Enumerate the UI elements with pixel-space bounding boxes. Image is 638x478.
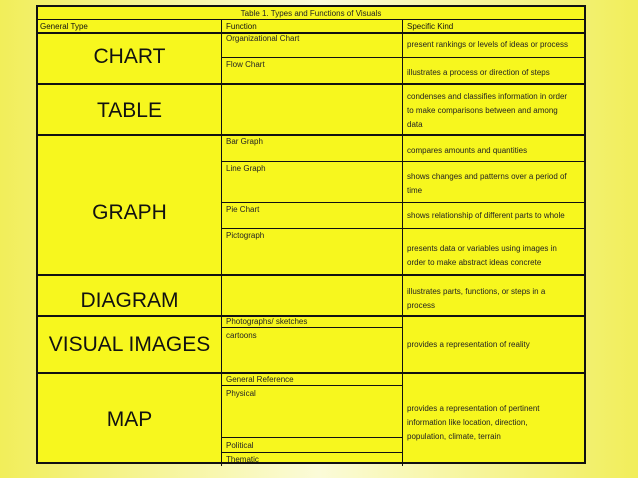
function-organizational-chart: Organizational Chart: [226, 34, 300, 43]
type-diagram: DIAGRAM: [80, 289, 179, 312]
row-divider: [221, 202, 586, 203]
row-divider: [38, 83, 586, 85]
type-map: MAP: [106, 408, 153, 431]
function-general-reference: General Reference: [226, 375, 294, 384]
kind-pictograph-line: presents data or variables using images in: [407, 244, 557, 253]
type-chart: CHART: [93, 45, 166, 68]
column-divider: [221, 20, 222, 466]
row-divider: [38, 274, 586, 276]
kind-line-graph-line: shows changes and patterns over a period of: [407, 172, 567, 181]
kind-table-line: to make comparisons between and among: [407, 106, 558, 115]
function-flow-chart: Flow Chart: [226, 60, 265, 69]
row-divider: [221, 161, 586, 162]
kind-table: [407, 90, 583, 132]
kind-map: [407, 402, 583, 444]
function-political: Political: [226, 441, 254, 450]
function-line-graph: Line Graph: [226, 164, 266, 173]
type-table: TABLE: [97, 99, 162, 122]
kind-map-line: provides a representation of pertinent: [407, 404, 540, 413]
kind-org-chart: present rankings or levels of ideas or process: [407, 40, 568, 49]
row-divider: [221, 437, 402, 438]
row-divider: [38, 315, 586, 317]
kind-map-line: population, climate, terrain: [407, 432, 501, 441]
column-divider: [402, 20, 403, 466]
row-divider: [38, 134, 586, 136]
function-thematic: Thematic: [226, 455, 259, 464]
kind-map-line: information like location, direction,: [407, 418, 528, 427]
function-pictograph: Pictograph: [226, 231, 265, 240]
table-title: Table 1. Types and Functions of Visuals: [240, 9, 382, 18]
kind-line-graph-line: time: [407, 186, 423, 195]
function-photographs: Photographs/ sketches: [226, 317, 308, 326]
kind-table-line: condenses and classifies information in order: [407, 92, 568, 101]
type-graph: GRAPH: [92, 201, 167, 224]
kind-flow-chart: illustrates a process or direction of steps: [407, 68, 550, 77]
kind-pie-chart: shows relationship of different parts to whole: [407, 211, 565, 220]
header-specific-kind: Specific Kind: [407, 22, 454, 31]
kind-diagram-line: process: [407, 301, 436, 310]
header-general-type: General Type: [40, 22, 88, 31]
kind-visual-images: provides a representation of reality: [407, 340, 530, 349]
function-physical: Physical: [226, 389, 256, 398]
row-divider: [221, 228, 586, 229]
kind-table-line: data: [407, 120, 423, 129]
row-divider: [38, 19, 586, 20]
kind-bar-graph: compares amounts and quantities: [407, 146, 528, 155]
visuals-table: [36, 5, 586, 464]
row-divider: [38, 372, 586, 374]
kind-pictograph: [407, 242, 583, 270]
function-bar-graph: Bar Graph: [226, 137, 263, 146]
row-divider: [221, 452, 402, 453]
row-divider: [38, 32, 586, 34]
kind-pictograph-line: order to make abstract ideas concrete: [407, 258, 542, 267]
row-divider: [221, 57, 586, 58]
header-function: Function: [226, 22, 257, 31]
function-cartoons: cartoons: [226, 331, 257, 340]
row-divider: [221, 385, 402, 386]
row-divider: [221, 327, 402, 328]
kind-line-graph: [407, 170, 583, 198]
type-visual-images: VISUAL IMAGES: [48, 333, 211, 356]
kind-diagram: [407, 285, 583, 313]
kind-diagram-line: illustrates parts, functions, or steps in a: [407, 287, 546, 296]
function-pie-chart: Pie Chart: [226, 205, 260, 214]
